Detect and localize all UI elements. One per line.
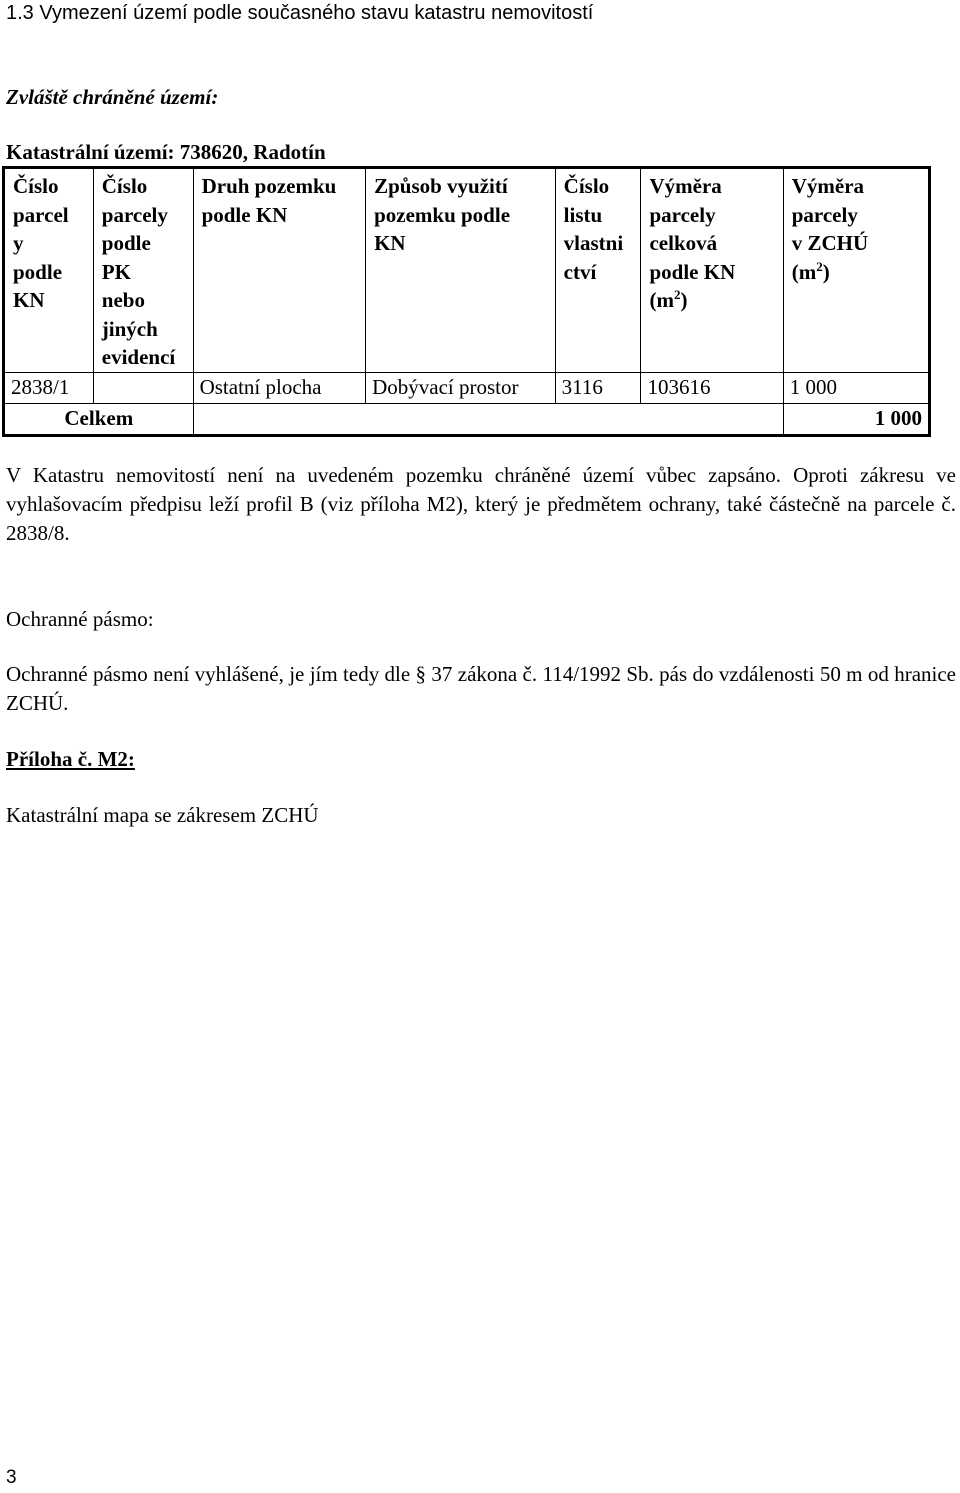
zchu-label: Zvláště chráněné území: (6, 85, 219, 109)
cell-area-total: 103616 (641, 372, 783, 403)
header-land-type: Druh pozemku podle KN (193, 168, 366, 373)
header-area-zchu: Výměra parcely v ZCHÚ $(m^2)$ (783, 168, 929, 373)
cell-land-type: Ostatní plocha (193, 372, 366, 403)
cell-parcel-kn: 2838/1 (4, 372, 94, 403)
cell-parcel-pk (93, 372, 193, 403)
attachment-text: Katastrální mapa se zákresem ZCHÚ (6, 803, 319, 827)
total-label: Celkem (4, 403, 194, 435)
table-row (4, 372, 930, 403)
header-area-total: Výměra parcely celková podle KN $(m^2)$ (641, 168, 783, 373)
section-heading: 1.3 Vymezení území podle současného stavu katastru nemovitostí (6, 2, 594, 24)
table-total-row (4, 403, 930, 435)
header-parcel-pk: Číslo parcely podle PK nebo jiných evidencí (93, 168, 193, 373)
cell-ownership-sheet: 3116 (555, 372, 641, 403)
table-header-row (4, 168, 930, 373)
cell-area-zchu: 1 000 (783, 372, 929, 403)
header-parcel-kn: Číslo parcel y podle KN (4, 168, 94, 373)
header-land-use: Způsob využití pozemku podle KN (366, 168, 556, 373)
parcel-table (2, 166, 931, 437)
total-empty-cell (193, 403, 783, 435)
protection-zone-label: Ochranné pásmo: (6, 607, 154, 631)
total-value: 1 000 (783, 403, 929, 435)
cadastral-area: Katastrální území: 738620, Radotín (6, 140, 326, 164)
paragraph-zone: Ochranné pásmo není vyhlášené, je jím tedy dle § 37 zákona č. 114/1992 Sb. pás do vzdálenosti 50 m od hranice ZCHÚ. (6, 662, 956, 715)
cell-land-use: Dobývací prostor (366, 372, 556, 403)
paragraph-kn: V Katastru nemovitostí není na uvedeném pozemku chráněné území vůbec zapsáno. Oproti zákresu ve vyhlašovacím předpisu leží profil B (viz příloha M2), který je předmětem ochrany, také částečně na parcele č. 2838/8. (6, 463, 956, 545)
attachment-label: Příloha č. M2: (6, 747, 135, 771)
page-number: 3 (6, 1467, 17, 1488)
header-ownership-sheet: Číslo listu vlastni ctví (555, 168, 641, 373)
